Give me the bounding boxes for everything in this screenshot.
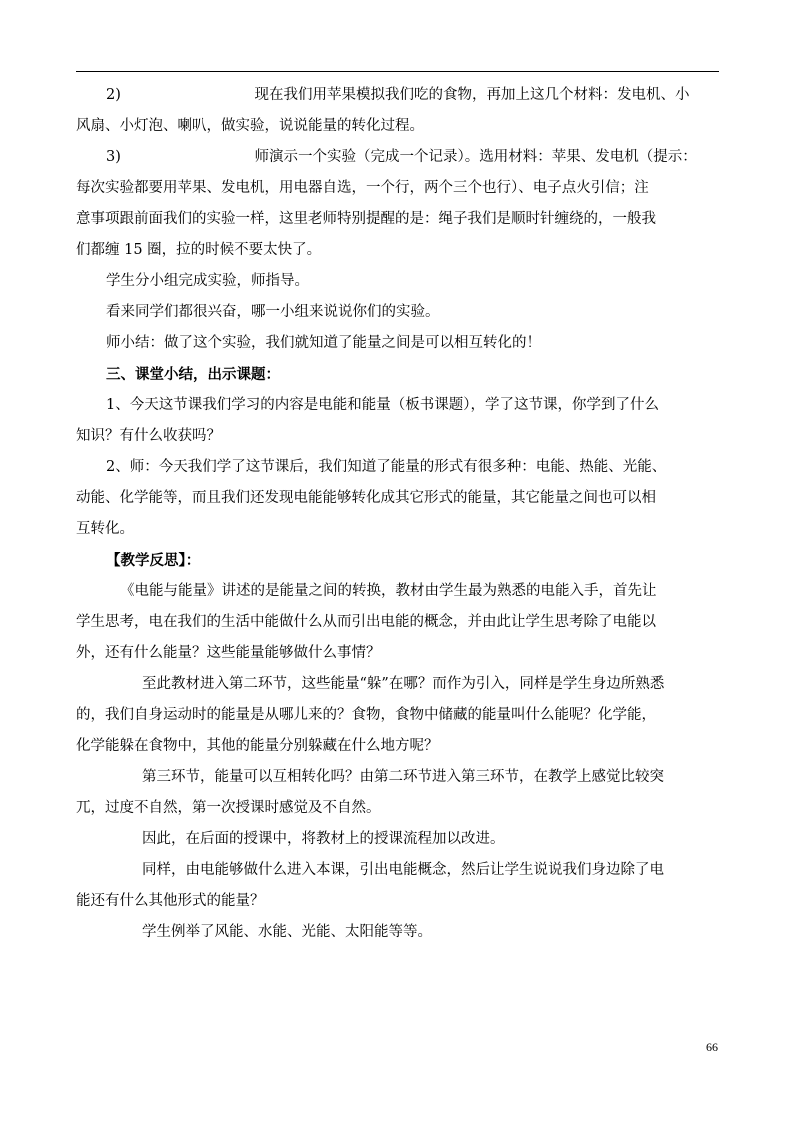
text-line: 学生思考，电在我们的生活中能做什么从而引出电能的概念，并由此让学生思考除了电能以: [76, 614, 656, 630]
text-line: 师小结：做了这个实验，我们就知道了能量之间是可以相互转化的！: [106, 335, 541, 351]
text-line: 动能、化学能等，而且我们还发现电能能够转化成其它形式的能量，其它能量之间也可以相: [76, 490, 656, 506]
text-line: 至此教材进入第二环节，这些能量“躲”在哪？而作为引入，同样是学生身边所熟悉: [142, 676, 665, 692]
text-line: 2) 现在我们用苹果模拟我们吃的食物，再加上这几个材料：发电机、小: [106, 87, 690, 103]
header-rule: [76, 71, 719, 72]
text-line: 看来同学们都很兴奋，哪一小组来说说你们的实验。: [106, 304, 440, 320]
text-line: 3) 师演示一个实验（完成一个记录）。选用材料：苹果、发电机（提示：: [106, 149, 697, 165]
text-line: 风扇、小灯泡、喇叭，做实验，说说能量的转化过程。: [76, 118, 424, 134]
text-line: 外，还有什么能量？这些能量能够做什么事情？: [76, 645, 381, 661]
text-line: 互转化。: [76, 521, 134, 537]
text-line: 兀，过度不自然，第一次授课时感觉及不自然。: [76, 800, 381, 816]
text-line: 学生例举了风能、水能、光能、太阳能等等。: [142, 924, 432, 940]
text-line: 因此，在后面的授课中，将教材上的授课流程加以改进。: [142, 831, 505, 847]
section-heading: 三、课堂小结，出示课题：: [106, 366, 280, 383]
text-line: 1、今天这节课我们学习的内容是电能和能量（板书课题），学了这节课，你学到了什么: [106, 397, 659, 413]
text-line: 《电能与能量》讲述的是能量之间的转换，教材由学生最为熟悉的电能入手，首先让: [120, 583, 657, 599]
document-body: [76, 80, 719, 948]
text-line: 能还有什么其他形式的能量？: [76, 893, 265, 909]
page-number: 66: [706, 1040, 718, 1054]
text-line: 的，我们自身运动时的能量是从哪儿来的？食物，食物中储藏的能量叫什么能呢？化学能，: [76, 707, 656, 723]
text-line: 学生分小组完成实验，师指导。: [106, 273, 309, 289]
text-line: 们都缠 15 圈，拉的时候不要太快了。: [76, 242, 322, 258]
text-line: 同样，由电能够做什么进入本课，引出电能概念，然后让学生说说我们身边除了电: [142, 862, 664, 878]
section-heading: 【教学反思】：: [106, 552, 201, 569]
text-line: 化学能躲在食物中，其他的能量分别躲藏在什么地方呢？: [76, 738, 439, 754]
text-line: 知识？有什么收获吗？: [76, 428, 221, 444]
text-line: 第三环节，能量可以互相转化吗？由第二环节进入第三环节，在教学上感觉比较突: [142, 769, 664, 785]
text-line: 2、师：今天我们学了这节课后，我们知道了能量的形式有很多种：电能、热能、光能、: [106, 459, 667, 475]
text-line: 意事项跟前面我们的实验一样，这里老师特别提醒的是：绳子我们是顺时针缠绕的，一般我: [76, 211, 656, 227]
text-line: 每次实验都要用苹果、发电机，用电器自选，一个行，两个三个也行）、电子点火引信；注: [76, 180, 649, 196]
